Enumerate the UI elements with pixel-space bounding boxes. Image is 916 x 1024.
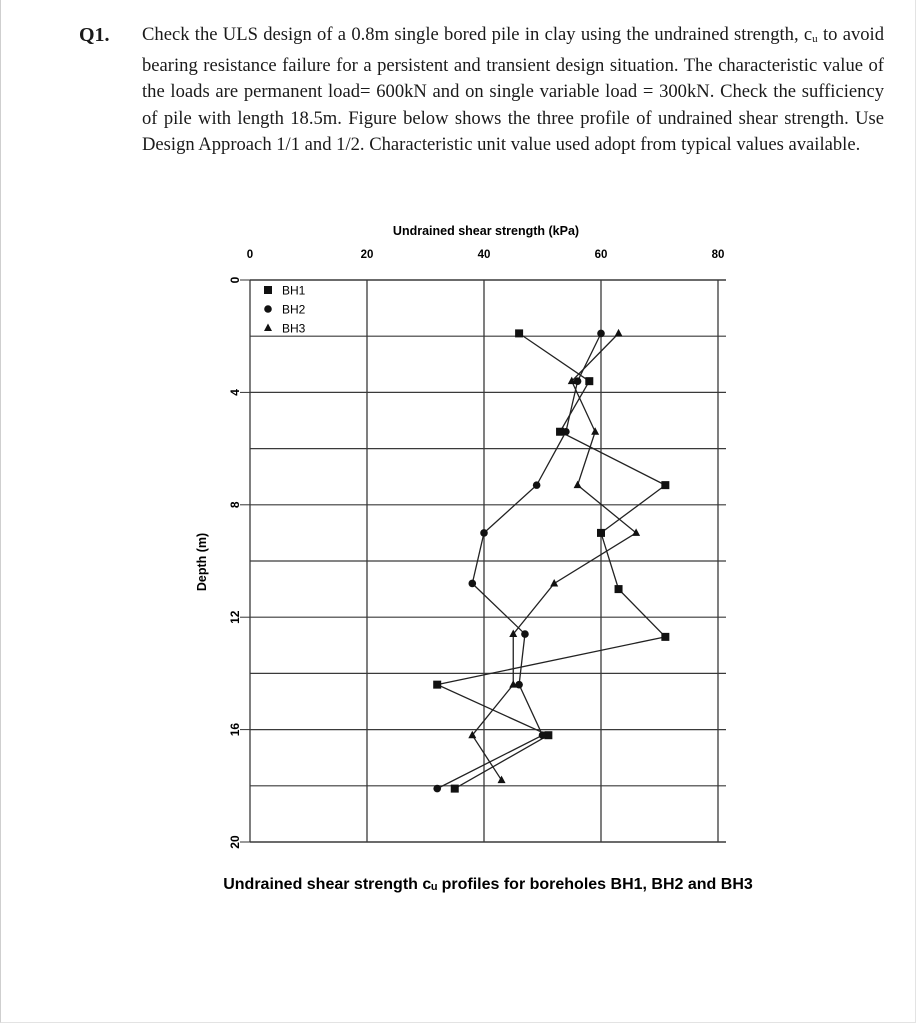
x-tick-label: 20 — [360, 249, 374, 261]
y-tick-label: 0 — [228, 276, 243, 284]
data-point-bh2 — [521, 630, 529, 638]
x-axis-label: Undrained shear strength (kPa) — [392, 224, 580, 238]
data-point-bh2 — [562, 428, 570, 436]
y-axis-label: Depth (m) — [195, 532, 209, 592]
question-number: Q1. — [79, 24, 110, 46]
y-tick-label: 12 — [228, 610, 243, 624]
legend-label-bh1: BH1 — [282, 283, 306, 298]
legend-marker-bh1 — [264, 286, 272, 294]
y-tick-label: 20 — [228, 835, 243, 849]
data-point-bh2 — [597, 330, 605, 338]
y-tick-label: 8 — [228, 501, 243, 509]
data-point-bh3 — [550, 579, 558, 587]
question-text-part-1: Check the ULS design of a 0.8m single bored pile in clay using the undrained strength, c — [142, 24, 813, 45]
data-point-bh1 — [433, 681, 441, 689]
data-point-bh3 — [615, 329, 623, 337]
data-point-bh2 — [469, 580, 477, 588]
question-text-part-2: to avoid bearing resistance failure for a persistent and transient design situation. The characteristic value of the loads are permanent load= 600kN and on single variable load = 300kN. Check the sufficiency of pile with length 18.5m. Figure below shows the three profile of undrained shear strength. Use Design Approach 1/1 and 1/2. Characteristic unit value used adopt from typical values available. — [142, 24, 885, 155]
data-point-bh2 — [433, 785, 441, 793]
x-tick-label: 80 — [711, 249, 725, 261]
legend-marker-bh3 — [264, 324, 272, 332]
data-point-bh3 — [574, 481, 582, 489]
data-point-bh3 — [632, 528, 640, 536]
data-point-bh1 — [597, 529, 605, 537]
chart-axes — [228, 249, 724, 849]
data-point-bh1 — [515, 329, 523, 337]
figure-caption: Undrained shear strength cᵤ profiles for boreholes BH1, BH2 and BH3 — [223, 876, 753, 893]
x-tick-label: 60 — [594, 249, 608, 261]
legend-label-bh2: BH2 — [282, 302, 306, 317]
chart-legend — [264, 284, 306, 336]
data-point-bh1 — [585, 377, 593, 385]
legend-marker-bh2 — [264, 305, 272, 313]
y-tick-label: 16 — [228, 722, 243, 737]
y-tick-label: 4 — [228, 389, 243, 396]
question-text-subscript: u — [812, 33, 818, 45]
data-point-bh2 — [533, 481, 541, 489]
chart-grid — [250, 280, 726, 842]
data-point-bh3 — [591, 427, 599, 435]
x-tick-label: 0 — [246, 249, 254, 261]
series-line-bh3 — [472, 333, 636, 780]
legend-label-bh3: BH3 — [282, 321, 306, 336]
data-point-bh1 — [661, 633, 669, 641]
data-point-bh1 — [661, 481, 669, 489]
data-point-bh2 — [539, 731, 547, 739]
data-point-bh1 — [615, 585, 623, 593]
data-point-bh2 — [480, 529, 488, 537]
x-tick-label: 40 — [477, 249, 491, 261]
data-point-bh1 — [451, 785, 459, 793]
